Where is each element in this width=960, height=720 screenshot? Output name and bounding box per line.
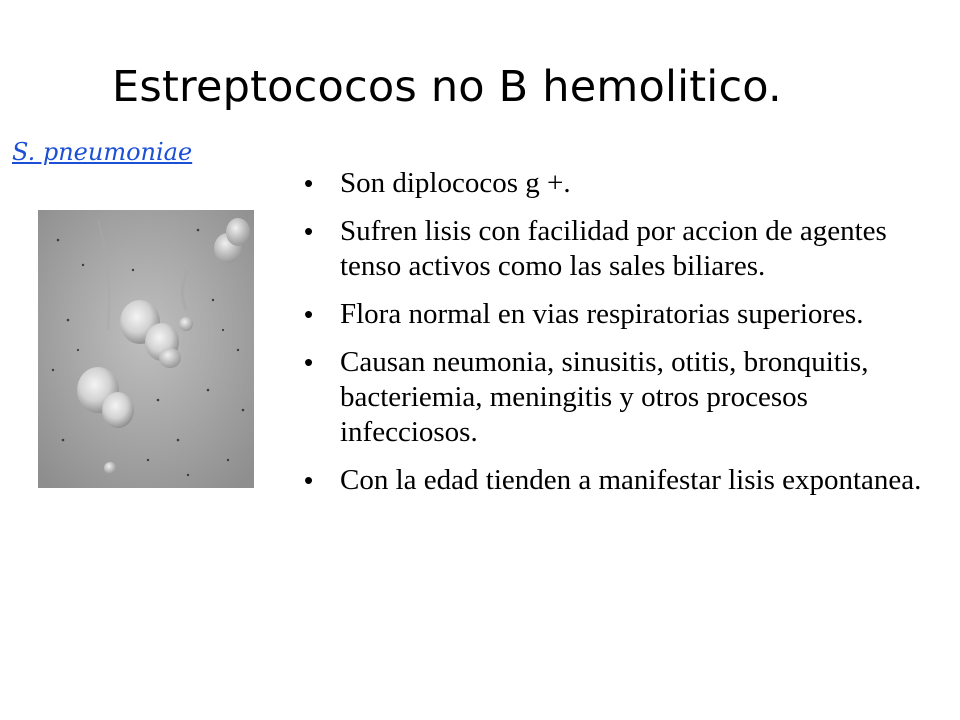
bullet-glyph: • [304, 465, 314, 495]
bullet-glyph: • [304, 216, 314, 246]
slide-title: Estreptococos no B hemolitico. [112, 62, 782, 112]
bullet-text: Con la edad tienden a manifestar lisis expontanea. [340, 464, 922, 496]
bullet-text: Son diplococos g +. [340, 167, 571, 199]
micrograph-icon [38, 210, 254, 488]
bullet-item [302, 345, 942, 450]
bullet-item [302, 463, 942, 498]
bullet-text: Flora normal en vias respiratorias superiores. [340, 298, 864, 330]
bullet-glyph: • [304, 168, 314, 198]
bullet-glyph: • [304, 347, 314, 377]
bullet-item [302, 166, 942, 201]
bullet-item [302, 214, 942, 284]
bullet-text: Causan neumonia, sinusitis, otitis, bronquitis, bacteriemia, meningitis y otros procesos infecciosos. [340, 346, 869, 448]
bullet-item [302, 297, 942, 332]
image-caption-link[interactable]: S. pneumoniae [12, 138, 193, 166]
bullet-text: Sufren lisis con facilidad por accion de agentes tenso activos como las sales biliares. [340, 215, 887, 282]
micrograph-image [38, 210, 254, 488]
bullet-list [302, 166, 942, 511]
bullet-glyph: • [304, 299, 314, 329]
